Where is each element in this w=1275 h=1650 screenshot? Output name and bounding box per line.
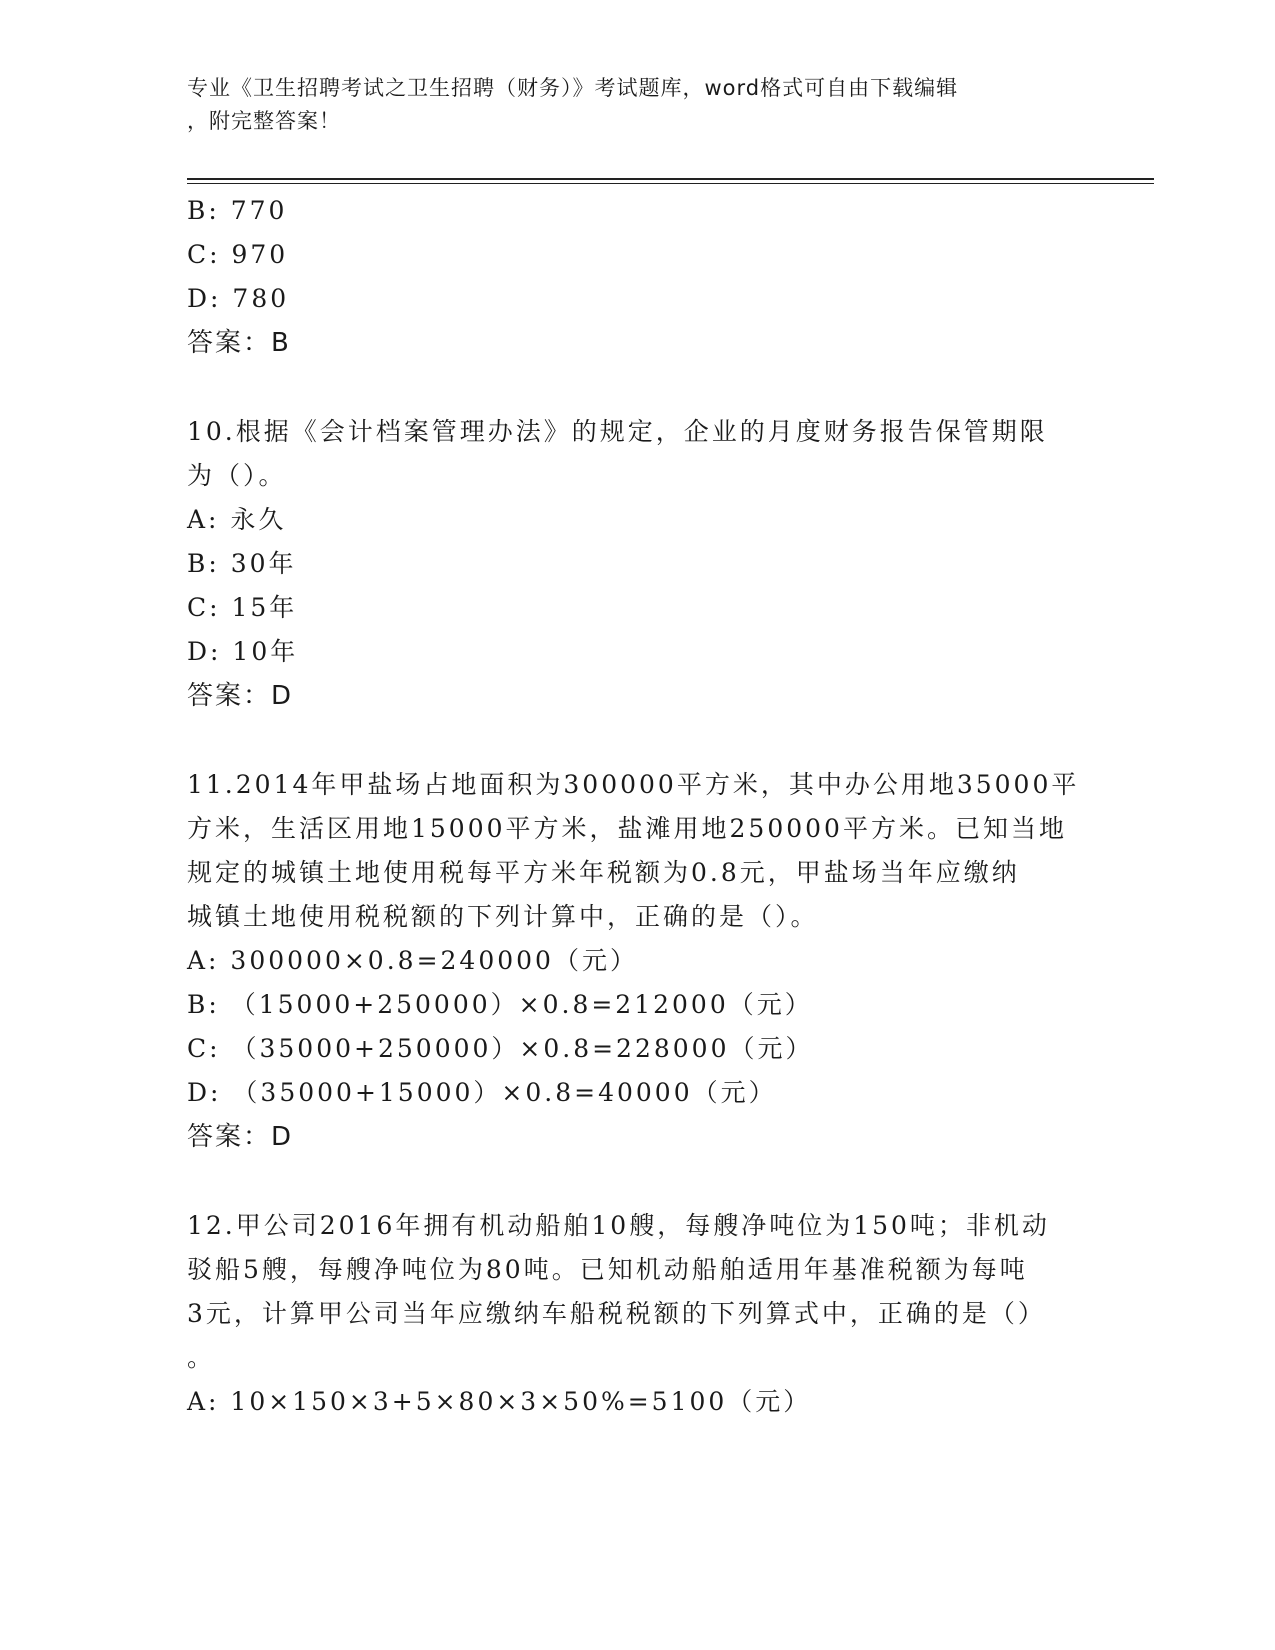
q9-answer: 答案：B: [187, 328, 291, 358]
q11-stem-line-2: 方米，生活区用地15000平方米，盐滩用地250000平方米。已知当地: [187, 814, 1067, 843]
q9-option-b: B: 770: [187, 196, 288, 225]
header-divider-thin: [187, 183, 1154, 184]
document-header: [187, 72, 1067, 138]
q11-option-b: B: （15000+250000）×0.8=212000（元）: [187, 990, 813, 1019]
q12-stem-line-4: 。: [187, 1343, 216, 1372]
q10-option-c: C: 15年: [187, 593, 298, 622]
q10-answer: 答案：D: [187, 681, 294, 711]
q10-option-a: A: 永久: [187, 505, 287, 534]
header-divider-thick: [187, 178, 1154, 180]
q9-option-c: C: 970: [187, 240, 289, 269]
q11-option-d: D: （35000+15000）×0.8=40000（元）: [187, 1078, 777, 1107]
q11-answer: 答案：D: [187, 1122, 294, 1152]
q12-option-a: A: 10×150×3+5×80×3×50%=5100（元）: [187, 1387, 812, 1416]
q12-stem-line-3: 3元，计算甲公司当年应缴纳车船税税额的下列算式中，正确的是（）: [187, 1299, 1046, 1328]
q12-stem-line-1: 12.甲公司2016年拥有机动船舶10艘，每艘净吨位为150吨；非机动: [187, 1211, 1050, 1240]
q9-option-d: D: 780: [187, 284, 290, 313]
q11-stem-line-1: 11.2014年甲盐场占地面积为300000平方米，其中办公用地35000平: [187, 770, 1080, 799]
q11-stem-line-4: 城镇土地使用税税额的下列计算中，正确的是（）。: [187, 902, 819, 931]
q11-stem-line-3: 规定的城镇土地使用税每平方米年税额为0.8元，甲盐场当年应缴纳: [187, 858, 1020, 887]
q10-option-b: B: 30年: [187, 549, 297, 578]
q11-option-a: A: 300000×0.8=240000（元）: [187, 946, 638, 975]
header-line-2: ，附完整答案！: [187, 109, 341, 133]
header-line-1: 专业《卫生招聘考试之卫生招聘（财务）》考试题库，word格式可自由下载编辑: [187, 76, 959, 100]
q11-option-c: C: （35000+250000）×0.8=228000（元）: [187, 1034, 814, 1063]
q12-stem-line-2: 驳船5艘，每艘净吨位为80吨。已知机动船舶适用年基准税额为每吨: [187, 1255, 1028, 1284]
q10-option-d: D: 10年: [187, 637, 299, 666]
q10-stem-line-2: 为（）。: [187, 461, 287, 490]
q10-stem-line-1: 10.根据《会计档案管理办法》的规定，企业的月度财务报告保管期限: [187, 417, 1048, 446]
